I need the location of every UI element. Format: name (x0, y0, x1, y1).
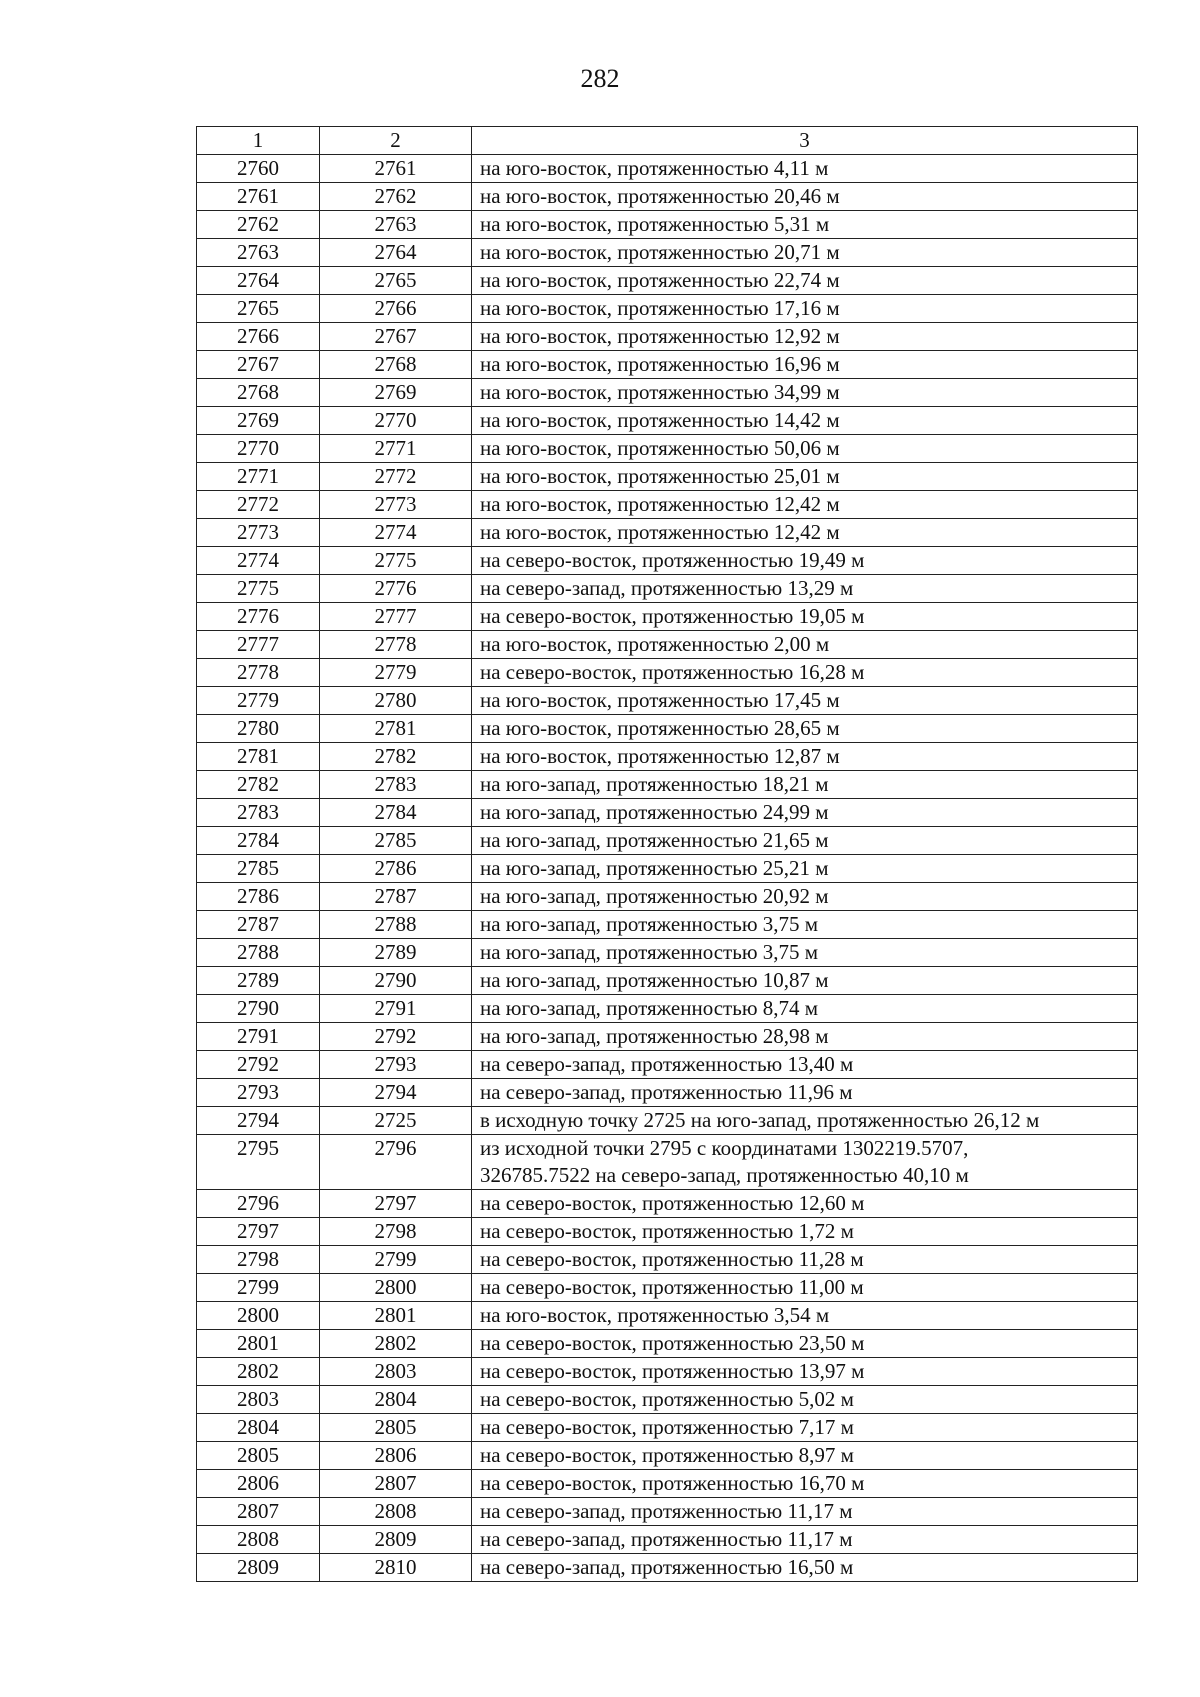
to-point-cell: 2765 (320, 267, 472, 295)
direction-cell: на юго-восток, протяженностью 3,54 м (472, 1302, 1138, 1330)
direction-cell: на юго-восток, протяженностью 17,16 м (472, 295, 1138, 323)
direction-cell: на юго-восток, протяженностью 22,74 м (472, 267, 1138, 295)
from-point-cell: 2798 (197, 1246, 320, 1274)
to-point-cell: 2725 (320, 1107, 472, 1135)
column-header-1: 1 (197, 127, 320, 155)
to-point-cell: 2789 (320, 939, 472, 967)
table-row (197, 1526, 1138, 1554)
table-row (197, 239, 1138, 267)
to-point-cell: 2775 (320, 547, 472, 575)
direction-cell: на юго-восток, протяженностью 12,42 м (472, 519, 1138, 547)
from-point-cell: 2791 (197, 1023, 320, 1051)
to-point-cell: 2768 (320, 351, 472, 379)
from-point-cell: 2808 (197, 1526, 320, 1554)
direction-cell: на северо-восток, протяженностью 8,97 м (472, 1442, 1138, 1470)
direction-cell: на юго-восток, протяженностью 2,00 м (472, 631, 1138, 659)
direction-cell: на северо-восток, протяженностью 16,70 м (472, 1470, 1138, 1498)
direction-cell: на юго-запад, протяженностью 8,74 м (472, 995, 1138, 1023)
table-row (197, 407, 1138, 435)
table-row (197, 1051, 1138, 1079)
table-row (197, 1274, 1138, 1302)
to-point-cell: 2772 (320, 463, 472, 491)
direction-cell: на юго-восток, протяженностью 50,06 м (472, 435, 1138, 463)
direction-cell: на юго-восток, протяженностью 17,45 м (472, 687, 1138, 715)
from-point-cell: 2786 (197, 883, 320, 911)
table-row (197, 183, 1138, 211)
table-row (197, 295, 1138, 323)
direction-cell: на северо-восток, протяженностью 19,49 м (472, 547, 1138, 575)
to-point-cell: 2797 (320, 1190, 472, 1218)
from-point-cell: 2794 (197, 1107, 320, 1135)
from-point-cell: 2799 (197, 1274, 320, 1302)
from-point-cell: 2789 (197, 967, 320, 995)
to-point-cell: 2781 (320, 715, 472, 743)
to-point-cell: 2777 (320, 603, 472, 631)
from-point-cell: 2793 (197, 1079, 320, 1107)
to-point-cell: 2773 (320, 491, 472, 519)
table-row (197, 463, 1138, 491)
from-point-cell: 2797 (197, 1218, 320, 1246)
direction-cell: на северо-восток, протяженностью 19,05 м (472, 603, 1138, 631)
table-row (197, 1302, 1138, 1330)
table-row (197, 743, 1138, 771)
direction-cell: на северо-запад, протяженностью 13,40 м (472, 1051, 1138, 1079)
from-point-cell: 2772 (197, 491, 320, 519)
to-point-cell: 2783 (320, 771, 472, 799)
table-row (197, 1330, 1138, 1358)
direction-cell: на северо-восток, протяженностью 12,60 м (472, 1190, 1138, 1218)
to-point-cell: 2763 (320, 211, 472, 239)
direction-cell: на юго-запад, протяженностью 20,92 м (472, 883, 1138, 911)
to-point-cell: 2764 (320, 239, 472, 267)
from-point-cell: 2774 (197, 547, 320, 575)
direction-cell: на северо-запад, протяженностью 11,17 м (472, 1526, 1138, 1554)
table-row (197, 1470, 1138, 1498)
from-point-cell: 2806 (197, 1470, 320, 1498)
to-point-cell: 2810 (320, 1554, 472, 1582)
to-point-cell: 2782 (320, 743, 472, 771)
table-row (197, 659, 1138, 687)
to-point-cell: 2804 (320, 1386, 472, 1414)
table-row (197, 939, 1138, 967)
to-point-cell: 2803 (320, 1358, 472, 1386)
table-row (197, 827, 1138, 855)
from-point-cell: 2801 (197, 1330, 320, 1358)
from-point-cell: 2784 (197, 827, 320, 855)
from-point-cell: 2792 (197, 1051, 320, 1079)
from-point-cell: 2761 (197, 183, 320, 211)
direction-cell: на юго-запад, протяженностью 18,21 м (472, 771, 1138, 799)
from-point-cell: 2770 (197, 435, 320, 463)
direction-cell: на северо-запад, протяженностью 16,50 м (472, 1554, 1138, 1582)
from-point-cell: 2771 (197, 463, 320, 491)
to-point-cell: 2808 (320, 1498, 472, 1526)
table-row (197, 1414, 1138, 1442)
to-point-cell: 2779 (320, 659, 472, 687)
table-row (197, 491, 1138, 519)
to-point-cell: 2786 (320, 855, 472, 883)
table-row (197, 575, 1138, 603)
direction-cell: на юго-запад, протяженностью 10,87 м (472, 967, 1138, 995)
direction-cell: из исходной точки 2795 с координатами 1302219.5707, 326785.7522 на северо-запад, протяженностью 40,10 м (472, 1135, 1138, 1190)
to-point-cell: 2793 (320, 1051, 472, 1079)
direction-cell: на юго-восток, протяженностью 5,31 м (472, 211, 1138, 239)
table-row (197, 435, 1138, 463)
table-row (197, 1386, 1138, 1414)
direction-cell: на юго-восток, протяженностью 28,65 м (472, 715, 1138, 743)
from-point-cell: 2785 (197, 855, 320, 883)
to-point-cell: 2792 (320, 1023, 472, 1051)
table-row (197, 267, 1138, 295)
table-row (197, 1107, 1138, 1135)
from-point-cell: 2765 (197, 295, 320, 323)
to-point-cell: 2794 (320, 1079, 472, 1107)
from-point-cell: 2776 (197, 603, 320, 631)
table-row (197, 799, 1138, 827)
to-point-cell: 2761 (320, 155, 472, 183)
direction-cell: на северо-восток, протяженностью 13,97 м (472, 1358, 1138, 1386)
direction-cell: на юго-восток, протяженностью 16,96 м (472, 351, 1138, 379)
table-row (197, 771, 1138, 799)
table-row (197, 995, 1138, 1023)
table-row (197, 547, 1138, 575)
table-row (197, 855, 1138, 883)
to-point-cell: 2778 (320, 631, 472, 659)
direction-cell: на юго-восток, протяженностью 20,46 м (472, 183, 1138, 211)
from-point-cell: 2778 (197, 659, 320, 687)
table-row (197, 1023, 1138, 1051)
table-row (197, 631, 1138, 659)
direction-cell: на юго-восток, протяженностью 12,42 м (472, 491, 1138, 519)
from-point-cell: 2809 (197, 1554, 320, 1582)
table-header-row (197, 127, 1138, 155)
to-point-cell: 2784 (320, 799, 472, 827)
to-point-cell: 2806 (320, 1442, 472, 1470)
from-point-cell: 2769 (197, 407, 320, 435)
direction-cell: на северо-восток, протяженностью 1,72 м (472, 1218, 1138, 1246)
to-point-cell: 2787 (320, 883, 472, 911)
table-row (197, 1218, 1138, 1246)
direction-cell: на юго-запад, протяженностью 3,75 м (472, 939, 1138, 967)
to-point-cell: 2770 (320, 407, 472, 435)
table-row (197, 1246, 1138, 1274)
table-row (197, 155, 1138, 183)
to-point-cell: 2799 (320, 1246, 472, 1274)
table-row (197, 715, 1138, 743)
from-point-cell: 2803 (197, 1386, 320, 1414)
from-point-cell: 2766 (197, 323, 320, 351)
direction-cell: на северо-запад, протяженностью 11,96 м (472, 1079, 1138, 1107)
boundary-table-container (196, 126, 1137, 1582)
direction-cell: на северо-восток, протяженностью 5,02 м (472, 1386, 1138, 1414)
to-point-cell: 2785 (320, 827, 472, 855)
table-row (197, 1079, 1138, 1107)
to-point-cell: 2776 (320, 575, 472, 603)
from-point-cell: 2795 (197, 1135, 320, 1190)
direction-cell: на юго-запад, протяженностью 28,98 м (472, 1023, 1138, 1051)
to-point-cell: 2790 (320, 967, 472, 995)
direction-cell: на юго-восток, протяженностью 14,42 м (472, 407, 1138, 435)
table-body (197, 155, 1138, 1582)
to-point-cell: 2774 (320, 519, 472, 547)
from-point-cell: 2780 (197, 715, 320, 743)
from-point-cell: 2804 (197, 1414, 320, 1442)
from-point-cell: 2768 (197, 379, 320, 407)
to-point-cell: 2791 (320, 995, 472, 1023)
to-point-cell: 2767 (320, 323, 472, 351)
to-point-cell: 2798 (320, 1218, 472, 1246)
table-row (197, 687, 1138, 715)
from-point-cell: 2802 (197, 1358, 320, 1386)
direction-cell: на юго-восток, протяженностью 12,87 м (472, 743, 1138, 771)
to-point-cell: 2762 (320, 183, 472, 211)
column-header-2: 2 (320, 127, 472, 155)
to-point-cell: 2809 (320, 1526, 472, 1554)
from-point-cell: 2773 (197, 519, 320, 547)
direction-cell: на юго-запад, протяженностью 24,99 м (472, 799, 1138, 827)
page-number: 282 (580, 64, 620, 93)
direction-cell: на северо-запад, протяженностью 11,17 м (472, 1498, 1138, 1526)
table-row (197, 967, 1138, 995)
from-point-cell: 2790 (197, 995, 320, 1023)
to-point-cell: 2788 (320, 911, 472, 939)
table-row (197, 1498, 1138, 1526)
table-row (197, 1442, 1138, 1470)
direction-cell: на северо-запад, протяженностью 13,29 м (472, 575, 1138, 603)
direction-cell: на юго-восток, протяженностью 20,71 м (472, 239, 1138, 267)
from-point-cell: 2781 (197, 743, 320, 771)
direction-cell: на юго-восток, протяженностью 25,01 м (472, 463, 1138, 491)
table-row (197, 1190, 1138, 1218)
table-row (197, 519, 1138, 547)
to-point-cell: 2800 (320, 1274, 472, 1302)
table-row (197, 603, 1138, 631)
table-row (197, 1554, 1138, 1582)
to-point-cell: 2802 (320, 1330, 472, 1358)
from-point-cell: 2777 (197, 631, 320, 659)
direction-cell: на северо-восток, протяженностью 11,28 м (472, 1246, 1138, 1274)
direction-cell: в исходную точку 2725 на юго-запад, протяженностью 26,12 м (472, 1107, 1138, 1135)
table-row (197, 211, 1138, 239)
direction-cell: на северо-восток, протяженностью 11,00 м (472, 1274, 1138, 1302)
boundary-table (196, 126, 1138, 1582)
table-row (197, 883, 1138, 911)
to-point-cell: 2769 (320, 379, 472, 407)
direction-cell: на юго-восток, протяженностью 4,11 м (472, 155, 1138, 183)
table-row (197, 323, 1138, 351)
to-point-cell: 2801 (320, 1302, 472, 1330)
to-point-cell: 2807 (320, 1470, 472, 1498)
from-point-cell: 2762 (197, 211, 320, 239)
direction-cell: на северо-восток, протяженностью 23,50 м (472, 1330, 1138, 1358)
table-row (197, 1135, 1138, 1190)
direction-cell: на северо-восток, протяженностью 7,17 м (472, 1414, 1138, 1442)
from-point-cell: 2783 (197, 799, 320, 827)
from-point-cell: 2796 (197, 1190, 320, 1218)
to-point-cell: 2780 (320, 687, 472, 715)
from-point-cell: 2788 (197, 939, 320, 967)
to-point-cell: 2766 (320, 295, 472, 323)
from-point-cell: 2805 (197, 1442, 320, 1470)
direction-cell: на юго-восток, протяженностью 12,92 м (472, 323, 1138, 351)
direction-cell: на юго-запад, протяженностью 3,75 м (472, 911, 1138, 939)
direction-cell: на юго-восток, протяженностью 34,99 м (472, 379, 1138, 407)
from-point-cell: 2800 (197, 1302, 320, 1330)
from-point-cell: 2779 (197, 687, 320, 715)
from-point-cell: 2760 (197, 155, 320, 183)
from-point-cell: 2763 (197, 239, 320, 267)
direction-cell: на юго-запад, протяженностью 21,65 м (472, 827, 1138, 855)
to-point-cell: 2805 (320, 1414, 472, 1442)
from-point-cell: 2764 (197, 267, 320, 295)
table-row (197, 911, 1138, 939)
from-point-cell: 2807 (197, 1498, 320, 1526)
direction-cell: на юго-запад, протяженностью 25,21 м (472, 855, 1138, 883)
from-point-cell: 2787 (197, 911, 320, 939)
from-point-cell: 2782 (197, 771, 320, 799)
to-point-cell: 2771 (320, 435, 472, 463)
from-point-cell: 2775 (197, 575, 320, 603)
table-row (197, 351, 1138, 379)
direction-cell: на северо-восток, протяженностью 16,28 м (472, 659, 1138, 687)
from-point-cell: 2767 (197, 351, 320, 379)
column-header-3: 3 (472, 127, 1138, 155)
table-row (197, 379, 1138, 407)
to-point-cell: 2796 (320, 1135, 472, 1190)
table-row (197, 1358, 1138, 1386)
